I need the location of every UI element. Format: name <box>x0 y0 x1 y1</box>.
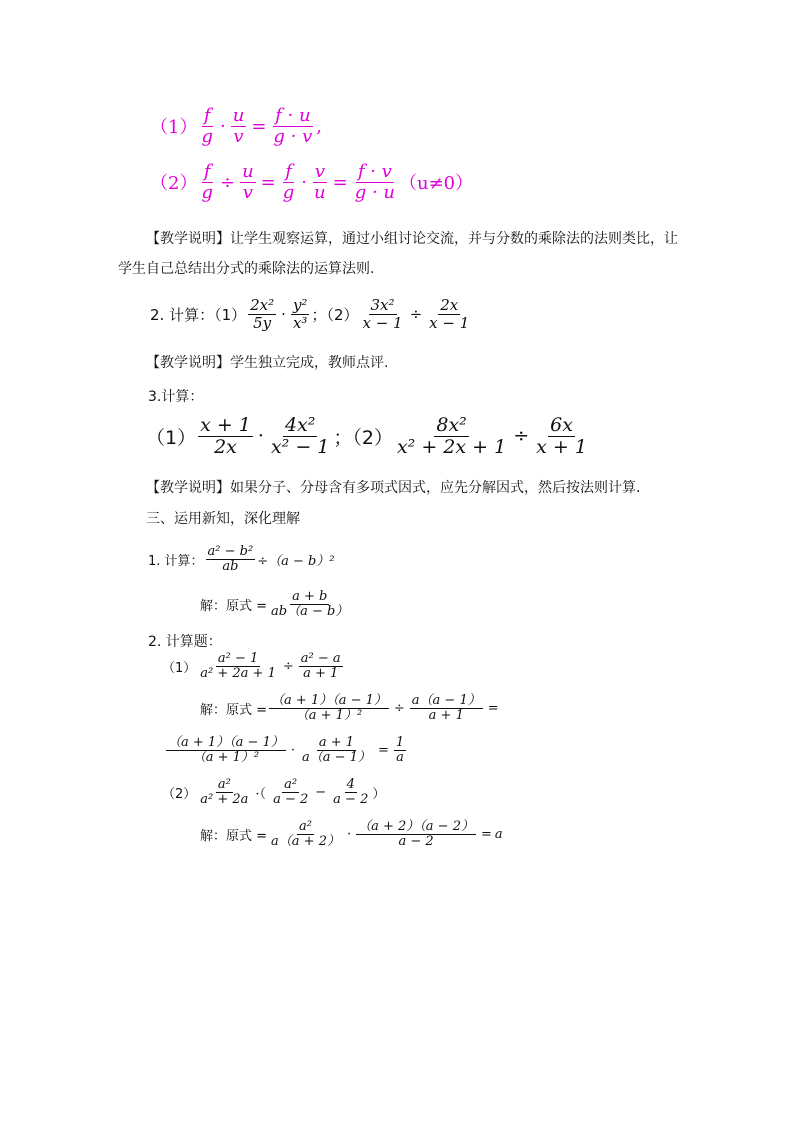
fraction <box>300 736 373 766</box>
numerator: 6x <box>550 414 573 436</box>
denominator: x − 1 <box>429 313 470 332</box>
question-1: 1. 计算： $\frac{\text{a² − b²}}{ab}$ ÷（a − b）² <box>148 544 335 575</box>
rule-1-label: （1） <box>150 117 198 139</box>
fraction <box>199 162 215 203</box>
denominator: v <box>233 125 244 147</box>
numerator: y² <box>292 296 308 314</box>
fraction <box>271 106 314 147</box>
denominator: 2x <box>214 435 237 458</box>
denominator: a + 1 <box>303 666 339 682</box>
denominator: x² + 2x + 1 <box>396 435 507 458</box>
fraction <box>394 736 406 766</box>
exercise-3-label: 3.计算： <box>148 389 204 405</box>
fraction <box>281 162 297 203</box>
numerator: a² − 1 <box>217 651 259 666</box>
note-1-line-1: 【教学说明】 让学生观察运算，通过小组讨论交流，并与分数的乘除法的法则类比，让 <box>146 231 678 247</box>
question-2-part-1: （1） $\frac{\text{a² − 1}}{\text{a² + 2a + 1}}$ ÷ $\frac{\text{a² − a}}{a + 1}$ <box>162 651 341 682</box>
numerator: a² <box>284 777 298 792</box>
fraction <box>269 694 389 724</box>
fraction <box>198 415 253 458</box>
denominator: a + 1 <box>428 708 464 724</box>
fraction <box>269 415 331 458</box>
numerator: u <box>232 105 245 126</box>
denominator: g · u <box>354 181 395 203</box>
question-2-part-2: （2） $\frac{\text{a²}}{\text{a² + 2a}}$ ·（ $\frac{\text{a²}}{a - 2}$ − $\frac{4}{a - 2}$ ） <box>162 777 386 808</box>
fraction <box>198 652 278 682</box>
question-2-label: 2. 计算题： <box>148 634 222 650</box>
fraction <box>198 778 250 808</box>
denominator: g <box>201 125 213 147</box>
fraction <box>312 162 328 203</box>
denominator: a（a + 2） <box>271 834 340 850</box>
denominator: ab <box>222 559 239 575</box>
fraction <box>291 297 310 331</box>
denominator: x² − 1 <box>270 435 330 458</box>
numerator: x + 1 <box>200 414 251 436</box>
rule-1: （1） $\frac{f}{g}$ · $\frac{u}{v}$ = $\frac{f \cdot u}{g \cdot v}$ , <box>150 105 322 147</box>
numerator: f <box>285 161 292 182</box>
denominator: a − 2 <box>333 792 369 808</box>
fraction <box>248 297 276 331</box>
numerator: 4 <box>346 777 355 792</box>
fraction <box>395 415 508 458</box>
numerator: f <box>203 105 211 126</box>
numerator: 8x² <box>436 414 467 436</box>
numerator: 2x <box>440 296 459 314</box>
fraction <box>299 652 343 682</box>
numerator: f <box>203 161 211 182</box>
denominator: a − 2 <box>273 792 309 808</box>
section-3-title: 三、运用新知，深化理解 <box>146 511 300 527</box>
numerator: v <box>314 161 325 182</box>
note-2: 【教学说明】 学生独立完成，教师点评. <box>146 355 389 371</box>
question-2-part-2-solution: 解：原式 = $\frac{\text{a²}}{a(a + 2)}$ · $\frac{(a + 2)(a - 2)}{a - 2}$ = a <box>200 819 503 850</box>
denominator: x³ <box>292 313 308 332</box>
note-1-line-2: 学生自己总结出分式的乘除法的运算法则. <box>118 261 375 277</box>
numerator: （a + 2）（a − 2） <box>358 819 474 834</box>
denominator: a <box>396 750 404 766</box>
fraction <box>353 162 397 203</box>
denominator: a − 2 <box>398 834 434 850</box>
denominator: （a + 1）² <box>295 708 363 724</box>
exercise-3: （1） $\frac{x + 1}{2x}$ · $\frac{\text{4x²}}{\text{x² − 1}}$ ；（2） $\frac{\text{8x²}}{\text{x² + 2x + 1}}$ ÷ $\frac{6x}{x + 1}$ <box>146 414 587 458</box>
fraction <box>410 694 483 724</box>
denominator: x + 1 <box>536 435 587 458</box>
fraction <box>240 162 256 203</box>
numerator: a + 1 <box>318 735 355 750</box>
numerator: 1 <box>395 735 405 750</box>
numerator: a（a − 1） <box>411 693 481 708</box>
rule-2: （2） $\frac{f}{g}$ ÷ $\frac{u}{v}$ = $\frac{f}{g}$ · $\frac{v}{u}$ = $\frac{f \cdot v}{g \cdot u}$ （u≠0） <box>150 161 474 203</box>
denominator: g <box>282 181 295 203</box>
denominator: ab（a − b） <box>271 604 349 620</box>
numerator: （a + 1）（a − 1） <box>271 693 387 708</box>
numerator: 4x² <box>284 414 316 436</box>
numerator: f · u <box>275 105 311 126</box>
numerator: a + b <box>292 589 328 604</box>
exercise-2: 2. 计算：（1） $\frac{\text{2x²}}{5y}$ · $\frac{\text{y²}}{\text{x³}}$ ；（2） $\frac{\text{3x²}}{x - 1}$ ÷ $\frac{2x}{x - 1}$ <box>150 296 470 332</box>
question-1-solution: 解：原式 = $\frac{a + b}{ab(a - b)}$ <box>200 589 349 620</box>
fraction <box>166 736 286 766</box>
fraction <box>427 297 471 331</box>
denominator: x − 1 <box>362 313 403 332</box>
fraction <box>331 778 370 808</box>
fraction <box>360 297 404 331</box>
numerator: a² − a <box>300 651 341 666</box>
numerator: f · v <box>357 161 392 182</box>
numerator: a² <box>217 777 231 792</box>
fraction <box>206 545 256 575</box>
denominator: 5y <box>253 313 272 332</box>
note-3: 【教学说明】 如果分子、分母含有多项式因式，应先分解因式，然后按法则计算. <box>146 480 641 496</box>
numerator: 2x² <box>250 296 275 314</box>
question-2-part-1-solution-1: 解：原式 = $\frac{(a + 1)(a - 1)}{\text{（a + 1）²}}$ ÷ $\frac{a(a - 1)}{a + 1}$ = <box>200 693 499 724</box>
denominator: g · v <box>273 125 313 147</box>
numerator: a² − b² <box>207 544 254 559</box>
denominator: v <box>242 181 253 203</box>
fraction <box>231 106 247 147</box>
numerator: 3x² <box>370 296 395 314</box>
fraction <box>199 106 215 147</box>
fraction <box>534 415 589 458</box>
fraction <box>269 820 342 850</box>
denominator: a（a − 1） <box>302 750 371 766</box>
denominator: u <box>314 181 326 203</box>
fraction <box>271 778 310 808</box>
fraction <box>269 590 350 620</box>
numerator: （a + 1）（a − 1） <box>168 735 284 750</box>
numerator: a² <box>299 819 312 834</box>
denominator: （a + 1）² <box>192 750 260 766</box>
numerator: u <box>242 161 254 182</box>
denominator: g <box>201 181 213 203</box>
question-2-part-1-solution-2: $\frac{(a + 1)(a - 1)}{\text{（a + 1）²}}$ · $\frac{a + 1}{a(a - 1)}$ = $\frac{1}{a}$ <box>168 735 405 766</box>
denominator: a² + 2a + 1 <box>200 666 276 682</box>
fraction <box>356 820 476 850</box>
denominator: a² + 2a <box>200 792 249 808</box>
rule-2-label: （2） <box>150 173 198 195</box>
